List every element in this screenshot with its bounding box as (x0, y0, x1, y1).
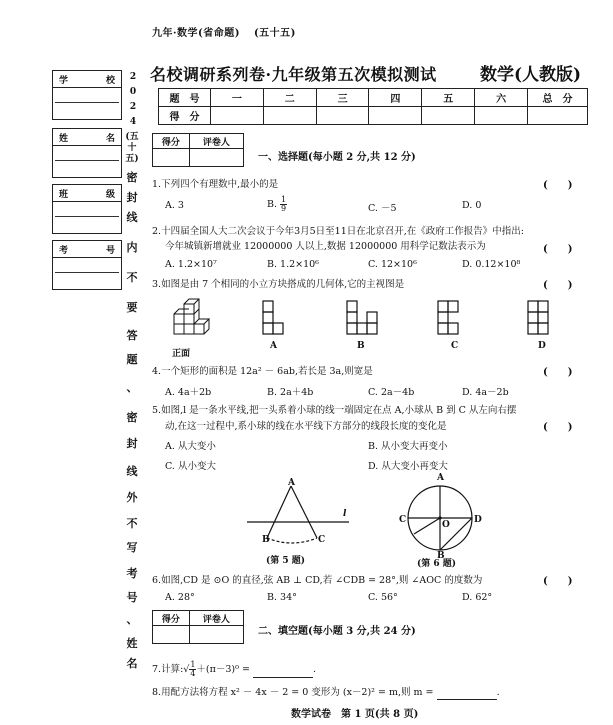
volume-number-vertical: (五十五) (125, 132, 139, 164)
fig6-point-a: A (437, 473, 444, 483)
question-1: 1.下列四个有理数中,最小的是 (152, 179, 279, 190)
answer-blank-7[interactable] (253, 668, 313, 678)
answer-paren-1[interactable]: ( ) (543, 180, 573, 191)
option-5b: B. 从小变大再变小 (368, 441, 448, 452)
page-footer: 数学试卷 第 1 页(共 8 页) (291, 709, 419, 720)
answer-paren-5[interactable]: ( ) (543, 422, 573, 433)
year-vertical: 2 0 2 4 (129, 72, 137, 127)
view-option-c (437, 300, 463, 336)
option-6a: A. 28° (165, 592, 195, 603)
section-fill-title: 二、填空题(每小题 3 分,共 24 分) (258, 626, 416, 637)
fig6-center-o: O (442, 520, 450, 530)
seal-word: 写 (126, 541, 138, 554)
class-field[interactable]: 班 级 (52, 184, 122, 234)
seal-word: 外 (126, 491, 138, 504)
view-option-d-label: D (538, 341, 546, 351)
option-1d: D. 0 (462, 200, 482, 211)
fig6-caption: (第 6 题) (417, 559, 457, 569)
seal-word: 密 (126, 411, 138, 424)
view-option-c-label: C (451, 341, 459, 351)
option-2b: B. 1.2×10⁶ (267, 259, 319, 270)
grader-box: 得分 评卷人 (152, 133, 244, 167)
option-5d: D. 从大变小再变大 (368, 461, 448, 472)
fig5-caption: (第 5 题) (266, 556, 306, 566)
seal-word: 号 (126, 591, 138, 604)
fig5-point-a: A (288, 478, 295, 488)
option-5c: C. 从小变大 (165, 461, 216, 472)
view-option-b-label: B (357, 341, 365, 351)
option-1c: C. －5 (368, 203, 397, 214)
fig5-point-c: C (318, 535, 326, 545)
question-2-line1: 2.十四届全国人大二次会议于今年3月5日至11日在北京召开,在《政府工作报告》中指出: (152, 226, 524, 237)
option-1a: A. 3 (165, 200, 184, 211)
seal-word: 线 (126, 465, 138, 478)
seal-word: 、 (126, 381, 138, 394)
answer-paren-3[interactable]: ( ) (543, 280, 573, 291)
seal-word: 要 (126, 301, 138, 314)
fig6-point-b: B (437, 551, 445, 561)
question-7: 7.计算:√ $\frac{1}{4}$ ＋(π－3)⁰ = . (152, 660, 316, 678)
cube-solid-figure (168, 296, 218, 344)
seal-word: 考 (126, 567, 138, 580)
answer-paren-6[interactable]: ( ) (543, 576, 573, 587)
option-4b: B. 2a＋4b (267, 387, 314, 398)
fig5-point-b: B (262, 535, 270, 545)
option-4c: C. 2a－4b (368, 387, 415, 398)
question-3: 3.如图是由 7 个相同的小立方块搭成的几何体,它的主视图是 (152, 279, 405, 290)
question-5-line2: 动,在这一过程中,系小球的线在水平线下方部分的线段长度的变化是 (165, 421, 447, 432)
fig6-point-d: D (474, 515, 482, 525)
fig6-point-c: C (399, 515, 407, 525)
option-4d: D. 4a－2b (462, 387, 509, 398)
score-table-header-row: 题 号 一 二 三 四 五 六 总 分 (159, 89, 588, 107)
question-2-line2: 今年城镇新增就业 12000000 人以上,数据 12000000 用科学记数法表示为 (165, 241, 486, 252)
question-8: 8.用配方法将方程 x² － 4x － 2 = 0 变形为 (x－2)² = m,则 m = . (152, 687, 500, 698)
view-option-a-label: A (270, 341, 277, 351)
front-view-label: 正面 (172, 349, 191, 359)
score-table (158, 88, 588, 125)
seal-word: 封 (126, 437, 138, 450)
name-field[interactable]: 姓 名 (52, 128, 122, 178)
option-6c: C. 56° (368, 592, 398, 603)
grader-box-2: 得分 评卷人 (152, 610, 244, 644)
circle-figure (400, 482, 480, 554)
answer-paren-4[interactable]: ( ) (543, 367, 573, 378)
page-title: 名校调研系列卷·九年级第五次模拟测试 (150, 65, 437, 84)
answer-paren-2[interactable]: ( ) (543, 244, 573, 255)
seal-word: 不 (126, 517, 138, 530)
seal-word: 姓 (126, 637, 138, 650)
view-option-d (527, 300, 553, 336)
seal-word: 题 (126, 353, 138, 366)
question-4: 4.一个矩形的面积是 12a² － 6ab,若长是 3a,则宽是 (152, 366, 373, 377)
view-option-a (262, 300, 286, 336)
school-field[interactable]: 学 校 (52, 70, 122, 120)
question-6: 6.如图,CD 是 ⊙O 的直径,弦 AB ⊥ CD,若 ∠CDB = 28°,则 ∠AOC 的度数为 (152, 575, 483, 586)
question-5-line1: 5.如图,l 是一条水平线,把一头系着小球的线一端固定在点 A,小球从 B 到 C 从左向右摆 (152, 405, 517, 416)
view-option-b (346, 300, 382, 336)
option-5a: A. 从大变小 (165, 441, 216, 452)
seal-word: 答 (126, 329, 138, 342)
seal-word: 名 (126, 657, 138, 670)
series-header (152, 24, 306, 39)
option-4a: A. 4a＋2b (165, 387, 212, 398)
option-2c: C. 12×10⁶ (368, 259, 417, 270)
score-table-score-row: 得 分 (159, 107, 588, 125)
subject-title: 数学(人教版) (480, 65, 582, 85)
exam-number-field[interactable]: 考 号 (52, 240, 122, 290)
option-2a: A. 1.2×10⁷ (165, 259, 217, 270)
option-6b: B. 34° (267, 592, 297, 603)
seal-word: 、 (126, 613, 138, 626)
seal-word: 线 (126, 211, 138, 224)
section-choice-title: 一、选择题(每小题 2 分,共 12 分) (258, 152, 416, 163)
seal-word: 封 (126, 191, 138, 204)
option-1b: B. $\frac{1}{9}$ (267, 195, 287, 213)
series-number: (五十五) (253, 28, 296, 39)
series-label: 九年·数学(省命题) (152, 28, 240, 39)
option-6d: D. 62° (462, 592, 493, 603)
seal-word: 密 (126, 171, 138, 184)
seal-word: 内 (126, 241, 138, 254)
fig5-line-l: l (343, 509, 347, 519)
option-2d: D. 0.12×10⁸ (462, 259, 521, 270)
answer-blank-8[interactable] (437, 690, 497, 700)
seal-word: 不 (126, 271, 138, 284)
